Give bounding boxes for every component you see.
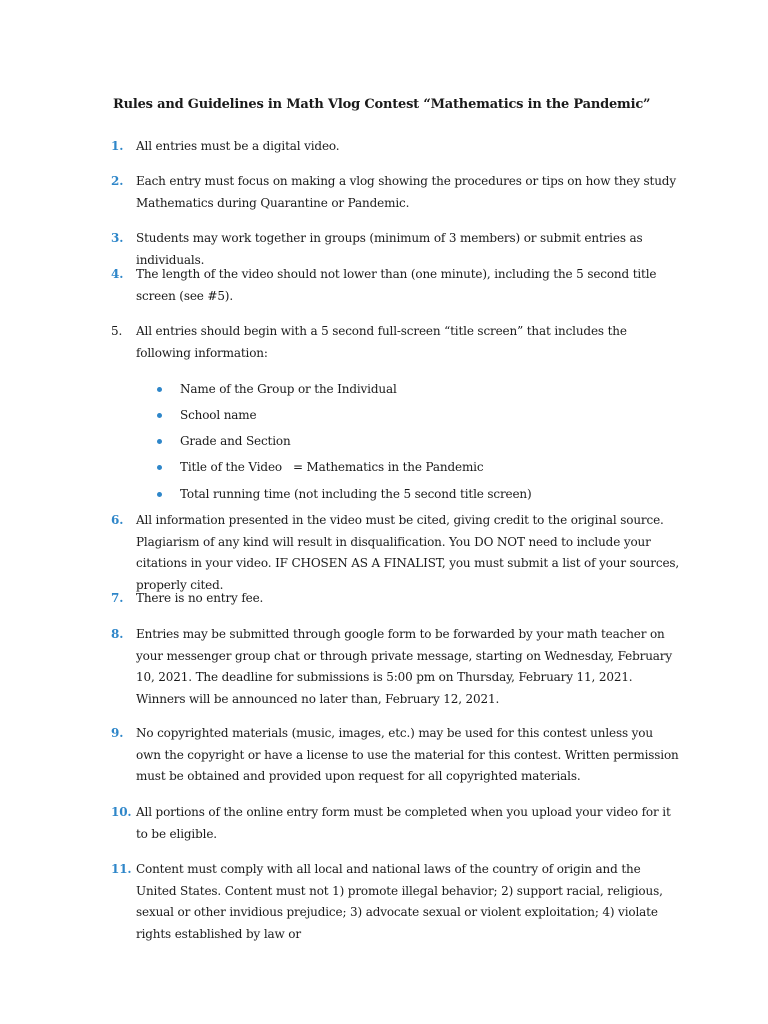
- document-title: Rules and Guidelines in Math Vlog Contest “Mathematics in the Pandemic”: [113, 97, 651, 112]
- rule-number: 5.: [111, 324, 123, 338]
- bullet-icon: [157, 387, 162, 392]
- rule-item: [111, 321, 681, 364]
- rule-item: [111, 802, 681, 845]
- rule-text: The length of the video should not lower than (one minute), including the 5 second title screen (see #5).: [136, 267, 657, 303]
- bullet-icon: [157, 439, 162, 444]
- bullet-icon: [157, 413, 162, 418]
- rule-number: 7.: [111, 591, 124, 605]
- rule-text: All entries must be a digital video.: [136, 139, 340, 153]
- rule-number: 3.: [111, 231, 124, 245]
- title-screen-item: School name: [157, 405, 257, 426]
- rule-number: 6.: [111, 513, 124, 527]
- rule-item: [111, 136, 681, 158]
- title-screen-item: Total running time (not including the 5 second title screen): [157, 484, 532, 505]
- rule-number: 2.: [111, 174, 124, 188]
- rule-text: Each entry must focus on making a vlog showing the procedures or tips on how they study Mathematics during Quarantine or Pandemic.: [136, 174, 676, 210]
- rule-number: 11.: [111, 862, 132, 876]
- rule-item: [111, 264, 681, 307]
- rule-number: 1.: [111, 139, 124, 153]
- title-screen-item: Name of the Group or the Individual: [157, 379, 397, 400]
- rule-item: [111, 510, 681, 596]
- rule-item: [111, 624, 681, 710]
- rule-text: There is no entry fee.: [136, 591, 264, 605]
- title-screen-item: Title of the Video = Mathematics in the Pandemic: [157, 457, 483, 478]
- bullet-icon: [157, 465, 162, 470]
- rule-item: [111, 859, 681, 945]
- rule-text: All entries should begin with a 5 second full-screen “title screen” that includes the following information:: [136, 324, 627, 360]
- rule-item: [111, 723, 681, 788]
- rule-item: [111, 588, 681, 610]
- rule-number: 8.: [111, 627, 124, 641]
- rule-text: All portions of the online entry form must be completed when you upload your video for it to be eligible.: [136, 805, 671, 841]
- rule-number: 4.: [111, 267, 124, 281]
- rule-item: [111, 171, 681, 214]
- bullet-icon: [157, 492, 162, 497]
- rule-number: 10.: [111, 805, 132, 819]
- rule-text: Content must comply with all local and national laws of the country of origin and the United States. Content must not 1) promote illegal behavior; 2) support racial, religious, sexual or other invidious prejudice; 3) advocate sexual or violent exploitation; 4) violate rights established by law or: [136, 862, 663, 941]
- rule-text: Students may work together in groups (minimum of 3 members) or submit entries as individuals.: [136, 231, 643, 267]
- rule-text: Entries may be submitted through google form to be forwarded by your math teacher on your messenger group chat or through private message, starting on Wednesday, February 10, 2021. The deadline for submissions is 5:00 pm on Thursday, February 11, 2021. Winners will be announced no later than, February 12, 2021.: [136, 627, 673, 706]
- rule-number: 9.: [111, 726, 124, 740]
- title-screen-item: Grade and Section: [157, 431, 291, 452]
- rule-text: All information presented in the video must be cited, giving credit to the original source. Plagiarism of any kind will result in disqualification. You DO NOT need to include your citations in your video. IF CHOSEN AS A FINALIST, you must submit a list of your sources, properly cited.: [136, 513, 680, 592]
- rule-text: No copyrighted materials (music, images, etc.) may be used for this contest unless you own the copyright or have a license to use the material for this contest. Written permission must be obtained and provided upon request for all copyrighted materials.: [136, 726, 679, 783]
